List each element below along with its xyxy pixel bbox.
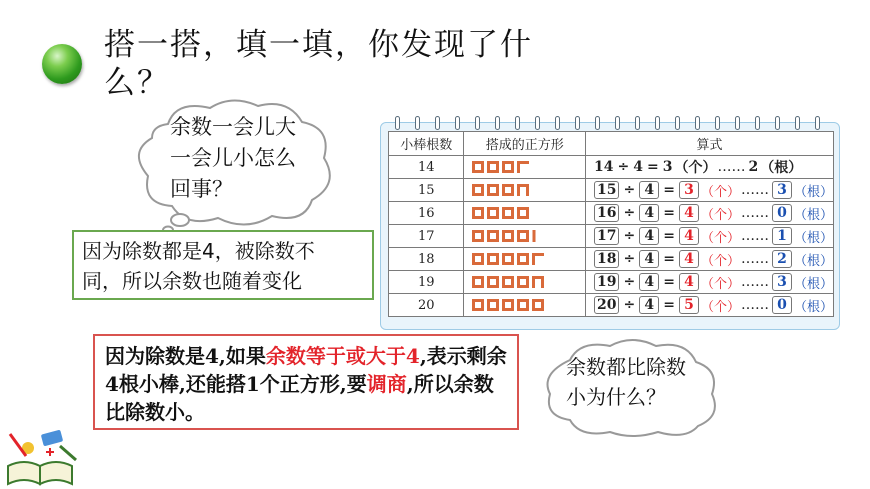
divide-sign: ÷ xyxy=(623,182,636,198)
quotient-unit: （个） xyxy=(700,276,740,292)
divide-sign: ÷ xyxy=(623,205,636,221)
table-row xyxy=(389,248,834,271)
notebook-ring-icon xyxy=(395,116,400,130)
table-row xyxy=(389,202,834,225)
explanation-box-red xyxy=(93,334,519,430)
stick-square-icon xyxy=(472,299,484,311)
stick-square-icon xyxy=(502,253,514,265)
quotient-box: 5 xyxy=(679,296,699,314)
remainder-unit: （根） xyxy=(793,276,833,292)
stick-count-cell: 20 xyxy=(389,294,464,317)
quotient-unit: （个） xyxy=(700,184,740,200)
equals-sign: = xyxy=(646,159,659,175)
dividend-box: 17 xyxy=(594,227,619,245)
cloud2-line: 余数都比除数 xyxy=(566,355,686,379)
stick-square-icon xyxy=(472,230,484,242)
notebook-ring-icon xyxy=(755,116,760,130)
header-squares: 搭成的正方形 xyxy=(464,132,586,156)
dots: …… xyxy=(740,182,769,198)
notebook-ring-icon xyxy=(635,116,640,130)
page-title: 搭一搭，填一填，你发现了什么？ xyxy=(104,27,533,101)
quotient-box: 4 xyxy=(679,250,699,268)
remainder-unit: （根） xyxy=(793,299,833,315)
stick-open-square-icon xyxy=(517,184,529,196)
quotient-box: 3 xyxy=(679,181,699,199)
book-stationery-icon xyxy=(2,426,82,486)
formula-cell xyxy=(586,156,834,179)
divide-sign: ÷ xyxy=(623,251,636,267)
quotient-unit: （个） xyxy=(674,160,717,176)
remainder-box: 3 xyxy=(772,273,792,291)
formula-cell xyxy=(586,248,834,271)
cloud1-text xyxy=(170,112,296,205)
dividend-box: 16 xyxy=(594,204,619,222)
remainder-unit: （根） xyxy=(793,253,833,269)
notebook-ring-icon xyxy=(595,116,600,130)
stick-square-icon xyxy=(502,184,514,196)
dots: …… xyxy=(740,297,769,313)
divide-sign: ÷ xyxy=(623,297,636,313)
red-box-highlight: 调商 xyxy=(366,372,407,396)
green-box-line: 因为除数都是4，被除数不 xyxy=(82,239,315,263)
divisor-box: 4 xyxy=(639,273,659,291)
remainder-unit: （根） xyxy=(793,230,833,246)
divisor: 4 xyxy=(633,159,643,175)
red-box-text: ,表示剩余4根小棒,还能搭1个正方形,要 xyxy=(105,344,507,396)
remainder-box: 0 xyxy=(772,204,792,222)
notebook-ring-icon xyxy=(415,116,420,130)
notebook-ring-icon xyxy=(555,116,560,130)
stick-corner-icon xyxy=(517,161,529,173)
formula-cell xyxy=(586,179,834,202)
stick-count-cell: 18 xyxy=(389,248,464,271)
table-row xyxy=(389,225,834,248)
stick-square-icon xyxy=(472,161,484,173)
notebook-ring-icon xyxy=(515,116,520,130)
notebook-ring-icon xyxy=(535,116,540,130)
stick-square-icon xyxy=(487,299,499,311)
notebook-ring-icon xyxy=(715,116,720,130)
formula-cell xyxy=(586,294,834,317)
quotient-unit: （个） xyxy=(700,299,740,315)
quotient: 3 xyxy=(662,159,673,175)
squares-cell xyxy=(464,294,586,317)
division-table xyxy=(388,131,834,317)
notebook-ring-icon xyxy=(575,116,580,130)
squares-cell xyxy=(464,179,586,202)
squares-cell xyxy=(464,271,586,294)
stick-count-cell: 17 xyxy=(389,225,464,248)
stick-square-icon xyxy=(472,184,484,196)
equals-sign: = xyxy=(663,228,675,244)
equals-sign: = xyxy=(663,182,675,198)
stick-square-icon xyxy=(517,276,529,288)
notebook-ring-icon xyxy=(675,116,680,130)
quotient-box: 4 xyxy=(679,204,699,222)
dots: …… xyxy=(740,274,769,290)
notebook-ring-icon xyxy=(455,116,460,130)
divide-sign: ÷ xyxy=(623,228,636,244)
table-row xyxy=(389,179,834,202)
stick-square-icon xyxy=(517,230,529,242)
stick-square-icon xyxy=(502,299,514,311)
notebook-ring-icon xyxy=(475,116,480,130)
stick-count-cell: 14 xyxy=(389,156,464,179)
quotient-box: 4 xyxy=(679,273,699,291)
stick-square-icon xyxy=(517,207,529,219)
divide-sign: ÷ xyxy=(617,159,630,175)
stick-count-cell: 15 xyxy=(389,179,464,202)
stick-square-icon xyxy=(517,253,529,265)
cloud1-line: 一会儿小怎么 xyxy=(170,146,296,170)
dots: …… xyxy=(717,159,746,175)
squares-cell xyxy=(464,225,586,248)
table-row xyxy=(389,156,834,179)
remainder-box: 0 xyxy=(772,296,792,314)
stick-square-icon xyxy=(487,230,499,242)
cloud1-line: 回事？ xyxy=(170,177,233,201)
cloud2-line: 小为什么？ xyxy=(566,385,666,409)
table-row xyxy=(389,271,834,294)
formula-cell xyxy=(586,225,834,248)
stick-square-icon xyxy=(472,207,484,219)
quotient-box: 4 xyxy=(679,227,699,245)
green-ball-icon xyxy=(42,44,82,84)
stick-square-icon xyxy=(487,161,499,173)
green-box-line: 同，所以余数也随着变化 xyxy=(82,269,302,293)
stick-square-icon xyxy=(487,207,499,219)
remainder: 2 xyxy=(748,159,759,175)
divisor-box: 4 xyxy=(639,181,659,199)
header-formula: 算式 xyxy=(586,132,834,156)
notebook-ring-icon xyxy=(775,116,780,130)
squares-cell xyxy=(464,248,586,271)
dividend-box: 15 xyxy=(594,181,619,199)
equals-sign: = xyxy=(663,205,675,221)
stick-square-icon xyxy=(532,299,544,311)
red-box-text: 因为除数是4,如果 xyxy=(105,344,266,368)
notebook-ring-icon xyxy=(495,116,500,130)
quotient-unit: （个） xyxy=(700,230,740,246)
stick-single-icon xyxy=(532,230,538,242)
quotient-unit: （个） xyxy=(700,253,740,269)
red-box-text: ,所以余数比除数小。 xyxy=(105,372,494,424)
formula-cell xyxy=(586,271,834,294)
table-header-row xyxy=(389,132,834,156)
remainder-unit: （根） xyxy=(793,207,833,223)
cloud1-line: 余数一会儿大 xyxy=(170,115,296,139)
notebook-ring-icon xyxy=(615,116,620,130)
stick-square-icon xyxy=(487,253,499,265)
remainder-box: 3 xyxy=(772,181,792,199)
header-sticks: 小棒根数 xyxy=(389,132,464,156)
divisor-box: 4 xyxy=(639,250,659,268)
divide-sign: ÷ xyxy=(623,274,636,290)
equals-sign: = xyxy=(663,251,675,267)
squares-cell xyxy=(464,156,586,179)
equals-sign: = xyxy=(663,274,675,290)
remainder-box: 2 xyxy=(772,250,792,268)
notebook-ring-icon xyxy=(815,116,820,130)
dots: …… xyxy=(740,205,769,221)
dots: …… xyxy=(740,228,769,244)
stick-square-icon xyxy=(502,207,514,219)
explanation-box-green xyxy=(72,230,374,300)
stick-count-cell: 19 xyxy=(389,271,464,294)
notebook-ring-icon xyxy=(655,116,660,130)
red-box-highlight: 余数等于或大于4 xyxy=(265,344,420,368)
stick-square-icon xyxy=(502,161,514,173)
remainder-box: 1 xyxy=(772,227,792,245)
stick-square-icon xyxy=(517,299,529,311)
dividend-box: 19 xyxy=(594,273,619,291)
squares-cell xyxy=(464,202,586,225)
quotient-unit: （个） xyxy=(700,207,740,223)
divisor-box: 4 xyxy=(639,296,659,314)
dividend-box: 20 xyxy=(594,296,619,314)
stick-open-square-icon xyxy=(532,276,544,288)
stick-square-icon xyxy=(502,276,514,288)
notebook-ring-icon xyxy=(735,116,740,130)
notebook-ring-icon xyxy=(795,116,800,130)
stick-square-icon xyxy=(472,253,484,265)
table-row xyxy=(389,294,834,317)
remainder-unit: （根） xyxy=(793,184,833,200)
stick-square-icon xyxy=(502,230,514,242)
notebook-ring-icon xyxy=(435,116,440,130)
stick-square-icon xyxy=(487,276,499,288)
dividend-box: 18 xyxy=(594,250,619,268)
stick-square-icon xyxy=(472,276,484,288)
divisor-box: 4 xyxy=(639,204,659,222)
cloud2-text xyxy=(566,352,686,412)
stick-count-cell: 16 xyxy=(389,202,464,225)
divisor-box: 4 xyxy=(639,227,659,245)
dividend: 14 xyxy=(594,159,614,175)
formula-cell xyxy=(586,202,834,225)
notebook-ring-icon xyxy=(695,116,700,130)
stick-square-icon xyxy=(487,184,499,196)
equals-sign: = xyxy=(663,297,675,313)
stick-corner-icon xyxy=(532,253,544,265)
remainder-unit: （根） xyxy=(760,160,803,176)
dots: …… xyxy=(740,251,769,267)
